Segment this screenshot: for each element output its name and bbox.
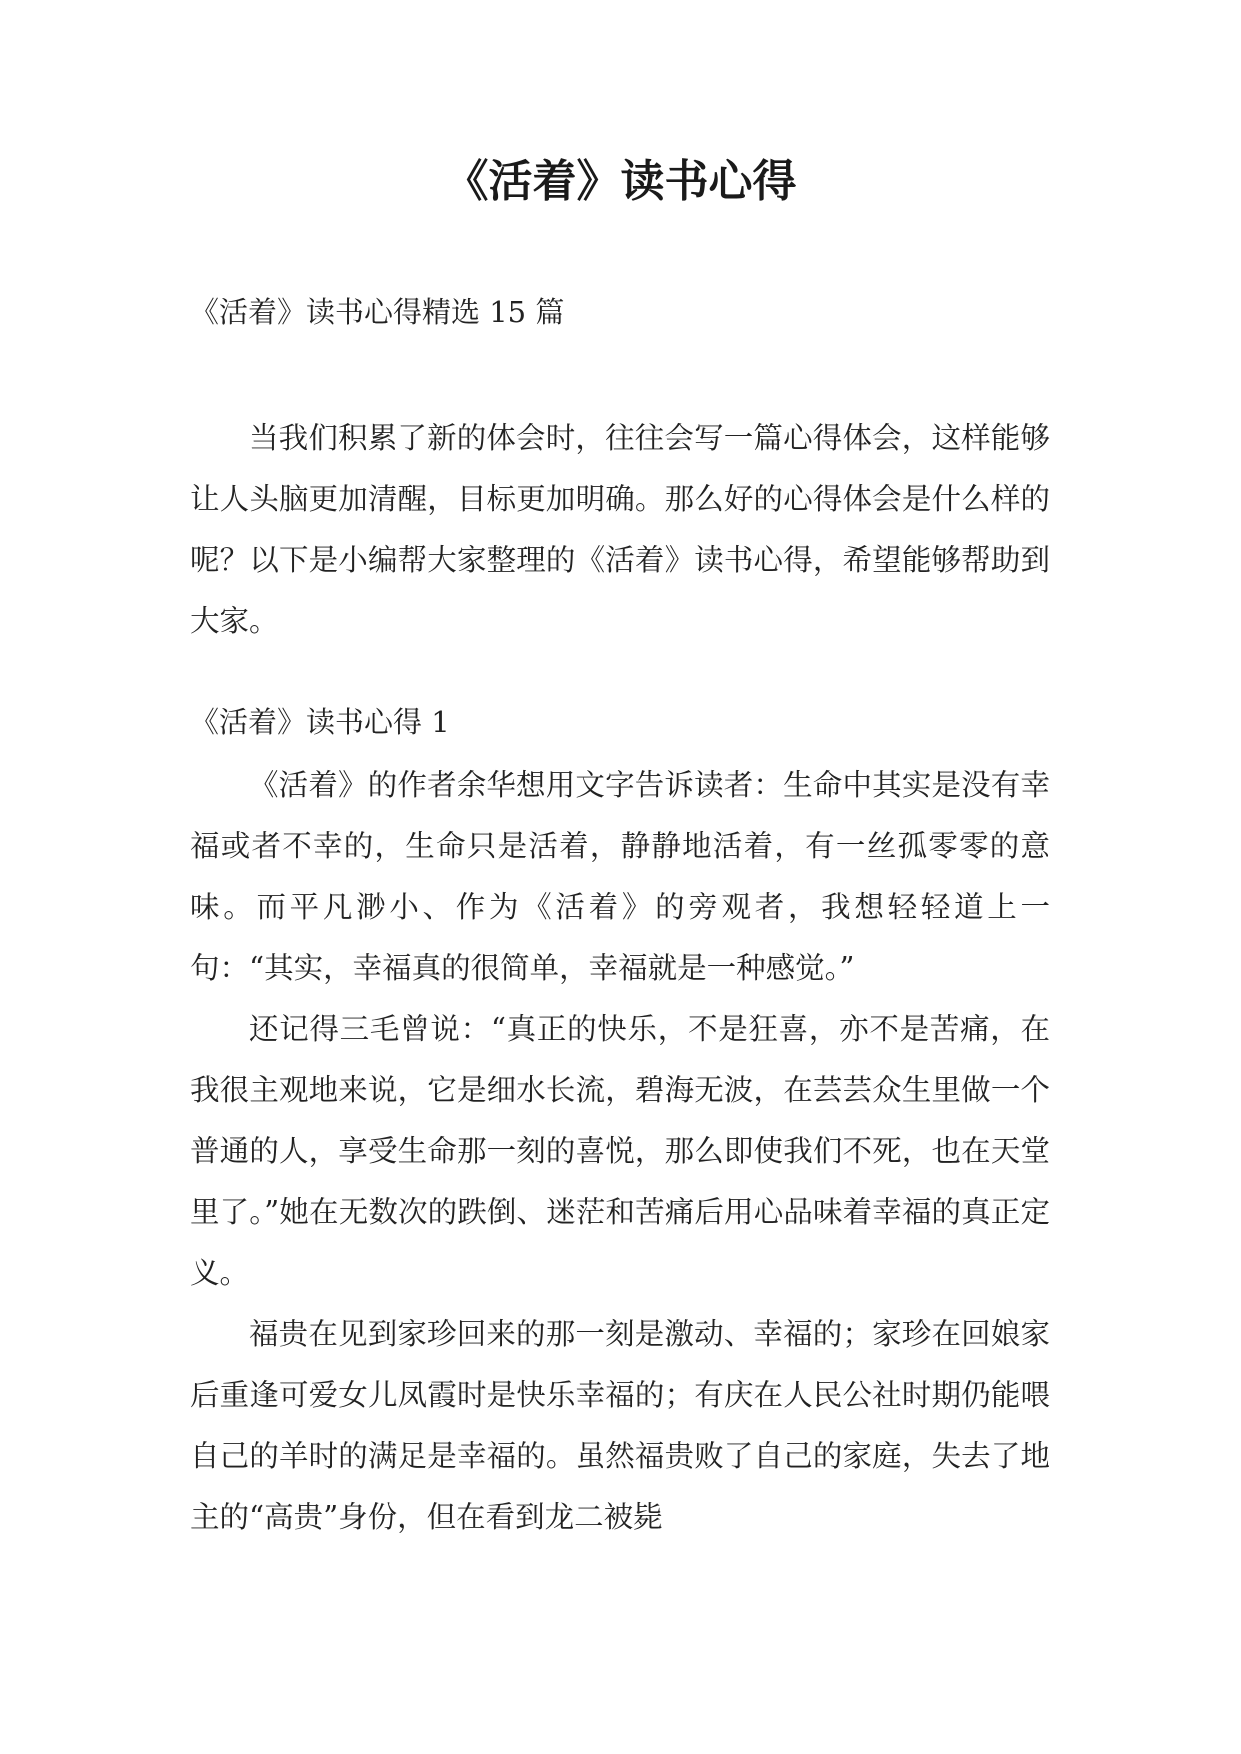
body-paragraph: 还记得三毛曾说：“真正的快乐，不是狂喜，亦不是苦痛，在我很主观地来说，它是细水长流，碧海无波，在芸芸众生里做一个普通的人，享受生命那一刻的喜悦，那么即使我们不死，也在天堂里了。”她在无数次的跌倒、迷茫和苦痛后用心品味着幸福的真正定义。: [190, 1012, 1050, 1290]
body-paragraph: 《活着》的作者余华想用文字告诉读者：生命中其实是没有幸福或者不幸的，生命只是活着，静静地活着，有一丝孤零零的意味。而平凡渺小、作为《活着》的旁观者，我想轻轻道上一句：“其实，幸福真的很简单，幸福就是一种感觉。”: [190, 768, 1050, 985]
section-heading: 《活着》读书心得 1: [190, 705, 450, 739]
document-title: 《活着》读书心得: [444, 156, 797, 207]
section-body: [190, 755, 1050, 1548]
body-paragraph: 福贵在见到家珍回来的那一刻是激动、幸福的；家珍在回娘家后重逢可爱女儿凤霞时是快乐幸福的；有庆在人民公社时期仍能喂自己的羊时的满足是幸福的。虽然福贵败了自己的家庭，失去了地主的“高贵”身份，但在看到龙二被毙: [190, 1317, 1050, 1534]
document-subtitle: 《活着》读书心得精选 15 篇: [190, 295, 565, 329]
intro-paragraph: 当我们积累了新的体会时，往往会写一篇心得体会，这样能够让人头脑更加清醒，目标更加明确。那么好的心得体会是什么样的呢？以下是小编帮大家整理的《活着》读书心得，希望能够帮助到大家。: [190, 421, 1050, 638]
